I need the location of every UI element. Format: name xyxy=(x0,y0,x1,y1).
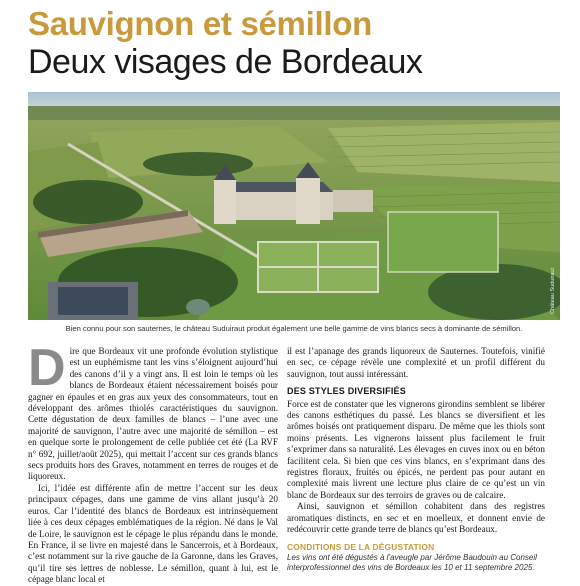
photo-credit: Château Suduiraut xyxy=(550,268,556,314)
article-title: Sauvignon et sémillon xyxy=(28,5,372,42)
paragraph-intro: ire que Bordeaux vit une profonde évolution stylistique est un euphémisme tant les vins s’éloignent aujourd’hui des canons d’il y a vingt ans. Il est loin le temps où les blancs de Bordeaux étaient nécessairement boisés pour gagner en épaules et en gras aux yeux des consommateurs, tout en développant des arômes thiolés caractéristiques du sauvignon. Cette dégustation de deux familles de blancs – l’une avec une majorité de sauvignon, l’autre avec une majorité de sémillon – est en quelque sorte le prolongement de celle publiée cet été (La RVF n° 692, juillet/août 2025), qui mettait l’accent sur ces grands blancs secs produits hors des Graves, notamment en terres de rouges et de liquoreux. xyxy=(28,346,278,482)
paragraph-semillon: il est l’apanage des grands liquoreux de Sauternes. Toutefois, vinifié en sec, ce cépage révèle une complexité et un profil différent du sauvignon, tout aussi intéressant. xyxy=(287,346,545,379)
vineyard-aerial-image xyxy=(28,92,560,320)
conditions-text: Les vins ont été dégustés à l’aveugle par Jérôme Baudouin au Conseil interprofessionnel des vins de Bordeaux les 10 et 11 septembre 2025. xyxy=(287,552,537,572)
conditions-heading: CONDITIONS DE LA DÉGUSTATION xyxy=(287,541,435,552)
section-heading: DES STYLES DIVERSIFIÉS xyxy=(287,386,406,397)
paragraph-cepages: Ici, l’idée est différente afin de mettre l’accent sur les deux principaux cépages, dans une gamme de vins allant jusqu’à 20 euros. Car l’identité des blancs de Bordeaux est intrinsèquement liée à ces deux cépages emblématiques de la région. Né dans le Val de Loire, le sauvignon est le cépage le plus répandu dans le monde. En France, il se livre en majesté dans le Sancerrois, et à Bordeaux, c’est notamment sur la rive gauche de la Garonne, dans les Graves, qu’il tire ses lettres de noblesse. Le sémillon, quant à lui, est le cépage blanc local et xyxy=(28,482,278,585)
paragraph-conclusion: Ainsi, sauvignon et sémillon cohabitent dans des registres aromatiques distincts, en sec et en moelleux, et donnent envie de redécouvrir cette grande terre de blancs qu’est Bordeaux. xyxy=(287,501,545,535)
drop-cap: D xyxy=(28,339,66,397)
photo-caption: Bien connu pour son sauternes, le château Suduiraut produit également une belle gamme de vins blancs secs à dominante de sémillon. xyxy=(65,324,523,333)
article-column-left xyxy=(28,339,278,586)
paragraph-styles: Force est de constater que les vignerons girondins semblent se libérer des canons esthétiques du passé. Les blancs se diversifient et les arômes boisés ont pratiquement disparu. De même que les thiols sont moins présents. Les vignerons laissent plus facilement le fruit s’exprimer dans sa naturalité. Les élevages en cuves inox ou en béton facilitent cela. Si bien que ces vins blancs, en s’exprimant dans des registres floraux, fruités ou épicés, ne perdent pas pour autant en complexité mais livrent une lecture plus claire de ce qu’est un vin blanc de Bordeaux sur des terroirs de graves ou de calcaire. xyxy=(287,398,545,500)
article-column-right xyxy=(287,346,545,573)
article-subtitle: Deux visages de Bordeaux xyxy=(28,43,423,81)
aerial-photo-chateau xyxy=(28,92,560,320)
